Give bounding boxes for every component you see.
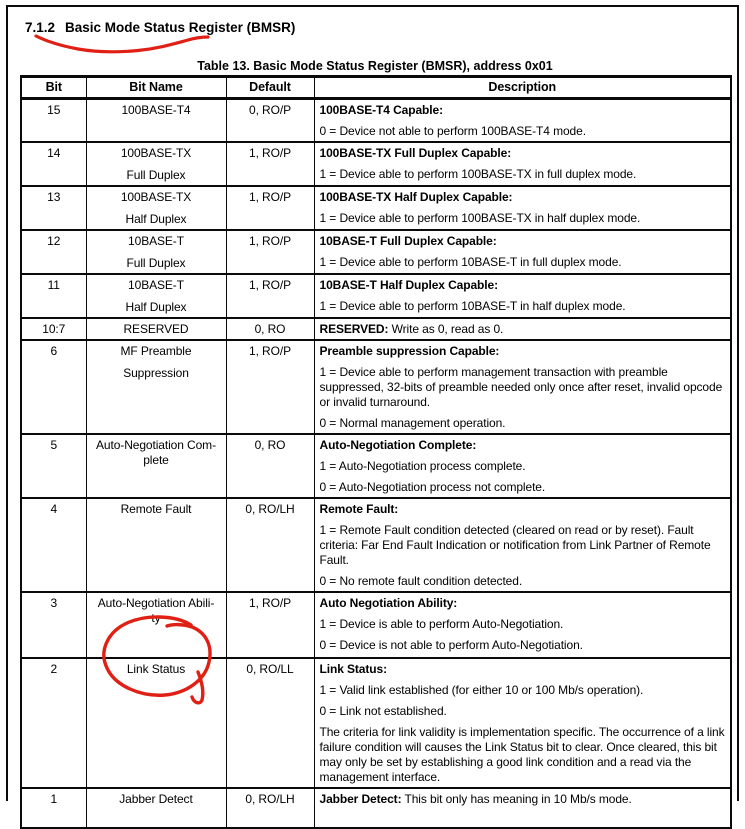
bit-number-cell: 10:7 xyxy=(21,318,86,340)
default-value-cell: 0, RO xyxy=(226,434,314,498)
table-row xyxy=(21,230,731,274)
table-row xyxy=(21,99,731,143)
bit-name-line: Auto-Negotiation Com- xyxy=(96,438,216,452)
description-line: Remote Fault: xyxy=(319,502,399,516)
description-line: 1 = Device able to perform 100BASE-TX in full duplex mode. xyxy=(319,167,637,181)
bit-number-cell: 5 xyxy=(21,434,86,498)
bit-number-cell: 15 xyxy=(21,99,86,143)
description-line: 1 = Device able to perform 10BASE-T in half duplex mode. xyxy=(319,299,626,313)
default-value-cell: 1, RO/P xyxy=(226,230,314,274)
bit-name-cell xyxy=(86,186,226,230)
bit-name-cell xyxy=(86,788,226,828)
default-value-cell: 1, RO/P xyxy=(226,142,314,186)
bmsr-table xyxy=(20,75,730,829)
description-cell xyxy=(314,274,731,318)
bit-name-line: MF Preamble xyxy=(120,344,192,358)
bit-name-line: ty xyxy=(151,611,161,625)
bit-name-line: Half Duplex xyxy=(125,300,187,314)
description-line: 1 = Device able to perform management transaction with preamble suppressed, 32-bits of preamble needed only once after reset, invalid opcode or invalid turnaround. xyxy=(319,365,723,409)
table-row xyxy=(21,498,731,592)
column-header-bit-name: Bit Name xyxy=(86,77,226,99)
bit-name-line: RESERVED xyxy=(123,322,189,336)
description-line: Jabber Detect: This bit only has meaning in 10 Mb/s mode. xyxy=(319,792,632,806)
bmsr-table-body xyxy=(21,99,731,829)
bit-number-cell: 4 xyxy=(21,498,86,592)
bit-name-cell xyxy=(86,230,226,274)
description-line: 0 = No remote fault condition detected. xyxy=(319,574,523,588)
description-line: 1 = Valid link established (for either 10 or 100 Mb/s operation). xyxy=(319,683,644,697)
bit-name-cell xyxy=(86,274,226,318)
column-header-default: Default xyxy=(226,77,314,99)
bit-name-cell xyxy=(86,340,226,434)
bit-name-cell xyxy=(86,99,226,143)
default-value-cell: 0, RO xyxy=(226,318,314,340)
description-cell xyxy=(314,318,731,340)
default-value-cell: 1, RO/P xyxy=(226,186,314,230)
bit-number-cell: 11 xyxy=(21,274,86,318)
bit-name-cell-circled xyxy=(86,658,226,788)
description-cell xyxy=(314,186,731,230)
description-line: 1 = Remote Fault condition detected (cleared on read or by reset). Fault criteria: Far End Fault Indication or notification from Link Partner of Remote Fault. xyxy=(319,523,711,567)
bit-name-line: plete xyxy=(143,453,169,467)
description-line: 1 = Auto-Negotiation process complete. xyxy=(319,459,526,473)
description-line: 0 = Link not established. xyxy=(319,704,447,718)
description-line: RESERVED: Write as 0, read as 0. xyxy=(319,322,504,336)
bit-name-line: Suppression xyxy=(123,366,189,380)
bit-number-cell: 2 xyxy=(21,658,86,788)
bit-name-cell xyxy=(86,142,226,186)
default-value-cell: 0, RO/LH xyxy=(226,788,314,828)
bit-name-line: Half Duplex xyxy=(125,212,187,226)
description-line: 1 = Device able to perform 100BASE-TX in half duplex mode. xyxy=(319,211,641,225)
table-row xyxy=(21,318,731,340)
description-cell xyxy=(314,99,731,143)
bit-name-cell xyxy=(86,498,226,592)
description-line: 1 = Device is able to perform Auto-Negotiation. xyxy=(319,617,564,631)
description-line: 10BASE-T Half Duplex Capable: xyxy=(319,278,498,292)
description-line: Preamble suppression Capable: xyxy=(319,344,500,358)
bit-name-line: Link Status xyxy=(126,662,186,676)
description-line: 100BASE-T4 Capable: xyxy=(319,103,443,117)
description-line: Auto Negotiation Ability: xyxy=(319,596,458,610)
bit-name-cell xyxy=(86,318,226,340)
description-line: 0 = Auto-Negotiation process not complete. xyxy=(319,480,546,494)
description-line: 1 = Device able to perform 10BASE-T in full duplex mode. xyxy=(319,255,622,269)
description-line: 100BASE-TX Full Duplex Capable: xyxy=(319,146,512,160)
default-value-cell: 0, RO/P xyxy=(226,99,314,143)
description-cell xyxy=(314,340,731,434)
default-value-cell: 0, RO/LL xyxy=(226,658,314,788)
table-row xyxy=(21,186,731,230)
bit-name-line: 100BASE-T4 xyxy=(121,103,191,117)
red-underline-annotation xyxy=(30,32,220,58)
description-line: Link Status: xyxy=(319,662,387,676)
table-row xyxy=(21,658,731,788)
description-cell xyxy=(314,434,731,498)
table-row xyxy=(21,142,731,186)
description-cell xyxy=(314,230,731,274)
default-value-cell: 1, RO/P xyxy=(226,274,314,318)
table-header-row xyxy=(21,77,731,99)
table-caption: Table 13. Basic Mode Status Register (BMSR), address 0x01 xyxy=(197,59,553,73)
section-title: Basic Mode Status Register (BMSR) xyxy=(65,20,296,35)
bit-name-line: Full Duplex xyxy=(126,168,186,182)
bit-name-cell xyxy=(86,592,226,658)
bit-name-line: Remote Fault xyxy=(120,502,192,516)
description-line: Auto-Negotiation Complete: xyxy=(319,438,477,452)
description-cell xyxy=(314,592,731,658)
bit-name-line: 100BASE-TX xyxy=(120,190,192,204)
bit-name-line: Auto-Negotiation Abili- xyxy=(97,596,215,610)
bit-number-cell: 6 xyxy=(21,340,86,434)
column-header-description: Description xyxy=(314,77,731,99)
bit-name-line: Jabber Detect xyxy=(119,792,193,806)
default-value-cell: 1, RO/P xyxy=(226,592,314,658)
table-row xyxy=(21,274,731,318)
table-row xyxy=(21,434,731,498)
description-line: 0 = Device not able to perform 100BASE-T4 mode. xyxy=(319,124,586,138)
description-cell xyxy=(314,142,731,186)
description-line: 0 = Normal management operation. xyxy=(319,416,506,430)
default-value-cell: 0, RO/LH xyxy=(226,498,314,592)
table-row xyxy=(21,788,731,828)
description-line: 10BASE-T Full Duplex Capable: xyxy=(319,234,497,248)
description-cell xyxy=(314,658,731,788)
column-header-bit: Bit xyxy=(21,77,86,99)
table-row xyxy=(21,340,731,434)
description-cell xyxy=(314,788,731,828)
section-number: 7.1.2 xyxy=(25,20,56,35)
bit-number-cell: 13 xyxy=(21,186,86,230)
bit-number-cell: 14 xyxy=(21,142,86,186)
bit-name-line: Full Duplex xyxy=(126,256,186,270)
description-line: 0 = Device is not able to perform Auto-Negotiation. xyxy=(319,638,583,652)
bit-number-cell: 3 xyxy=(21,592,86,658)
description-line: 100BASE-TX Half Duplex Capable: xyxy=(319,190,513,204)
bit-name-line: 10BASE-T xyxy=(128,234,184,248)
section-heading xyxy=(25,20,295,35)
default-value-cell: 1, RO/P xyxy=(226,340,314,434)
bit-name-cell xyxy=(86,434,226,498)
table-row xyxy=(21,592,731,658)
bit-number-cell: 12 xyxy=(21,230,86,274)
bit-number-cell: 1 xyxy=(21,788,86,828)
bit-name-line: 10BASE-T xyxy=(128,278,184,292)
bit-name-line: 100BASE-TX xyxy=(120,146,192,160)
description-cell xyxy=(314,498,731,592)
description-line: The criteria for link validity is implementation specific. The occurrence of a link failure condition will causes the Link Status bit to clear. Once cleared, this bit may only be set by establishing a good link condition and a read via the management interface. xyxy=(319,725,725,784)
